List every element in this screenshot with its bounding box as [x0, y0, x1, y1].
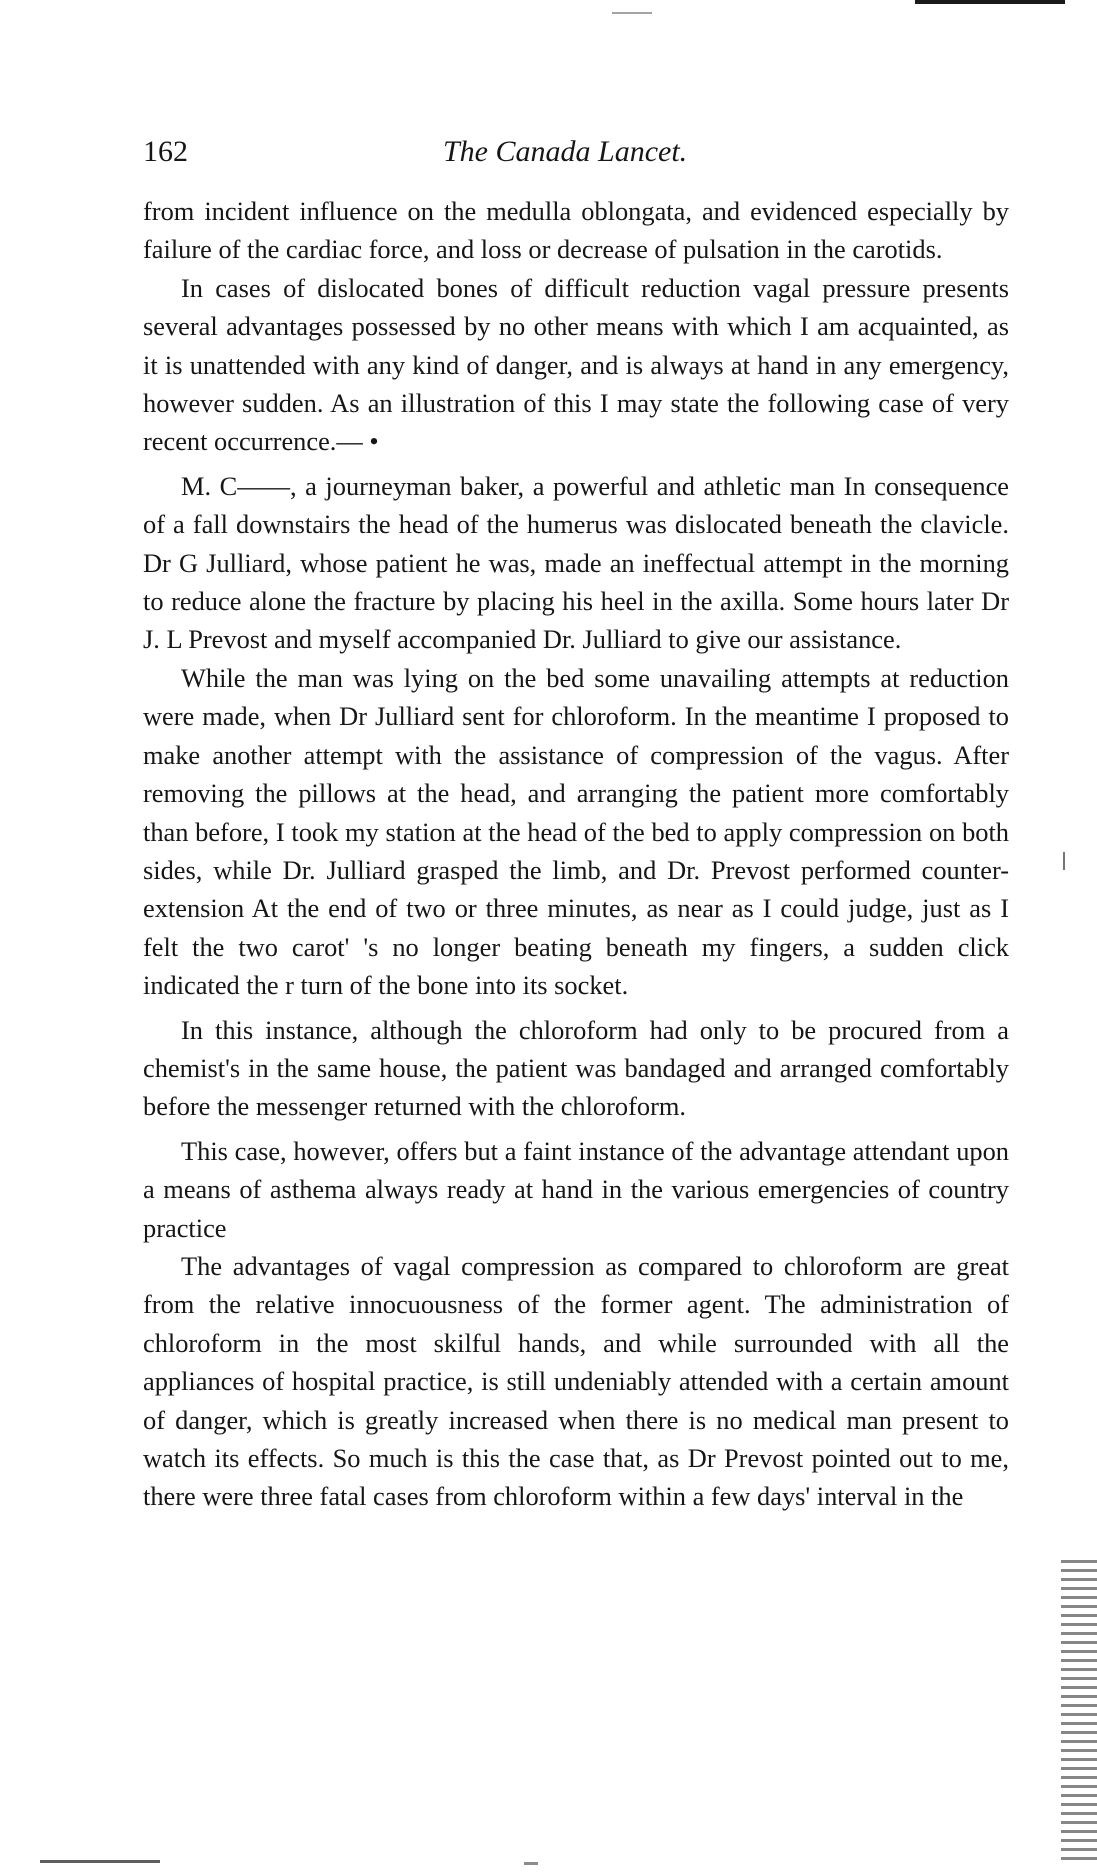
scan-mark-top-right: [915, 0, 1065, 4]
paragraph: In cases of dislocated bones of difficult reduction vagal pressure presents several advantages possessed by no other means with which I am acquainted, as it is unattended with any kind of danger, and is always at hand in any emergency, however sudden. As an illustration of this I may state the following case of very recent occurrence.— •: [143, 272, 1009, 457]
page-number: 162: [143, 135, 188, 168]
scan-mark-bottom-left: [40, 1860, 160, 1863]
paragraph: This case, however, offers but a faint instance of the advantage attendant upon a means of asthema always ready at hand in the various emergencies of country practice: [143, 1135, 1009, 1243]
paragraph: The advantages of vagal compression as compared to chloroform are great from the relative innocuousness of the former agent. The administration of chloroform in the most skilful hands, and while surrounded with all the appliances of hospital practice, is still undeniably attended with a certain amount of danger, which is greatly increased when there is no medical man present to watch its effects. So much is this the case that, as Dr Prevost pointed out to me, there were three fatal cases from chloroform within a few days' interval in the: [143, 1250, 1009, 1512]
body-text: [143, 192, 1009, 1516]
paragraph: In this instance, although the chloroform had only to be procured from a chemist's in the same house, the patient was bandaged and arranged comfortably before the messenger returned with the chloroform.: [143, 1014, 1009, 1122]
scan-edge-noise: [1061, 1560, 1097, 1860]
scan-mark-bottom-center: [524, 1862, 538, 1865]
paragraph: from incident influence on the medulla oblongata, and evidenced especially by failure of the cardiac force, and loss or decrease of pulsation in the carotids.: [143, 196, 1009, 265]
paragraph: While the man was lying on the bed some unavailing attempts at reduction were made, when Dr Julliard sent for chloroform. In the meantime I proposed to make another attempt with the assistance of compression of the vagus. After removing the pillows at the head, and arranging the patient more comfortably than before, I took my station at the head of the bed to apply compression on both sides, while Dr. Julliard grasped the limb, and Dr. Prevost performed counter-extension At the end of two or three minutes, as near as I could judge, just as I felt the two carot' 's no longer beating beneath my fingers, a sudden click indicated the r turn of the bone into its socket.: [143, 662, 1009, 1001]
page-header: [143, 132, 1003, 172]
running-title: The Canada Lancet.: [443, 135, 688, 168]
paragraph: M. C——, a journeyman baker, a powerful and athletic man In consequence of a fall downstairs the head of the humerus was dislocated beneath the clavicle. Dr G Julliard, whose patient he was, made an ineffectual attempt in the morning to reduce alone the fracture by placing his heel in the axilla. Some hours later Dr J. L Prevost and myself accompanied Dr. Julliard to give our assistance.: [143, 470, 1009, 655]
scan-mark-top-dots: [612, 12, 652, 14]
scan-mark-right-tick: [1063, 852, 1065, 870]
